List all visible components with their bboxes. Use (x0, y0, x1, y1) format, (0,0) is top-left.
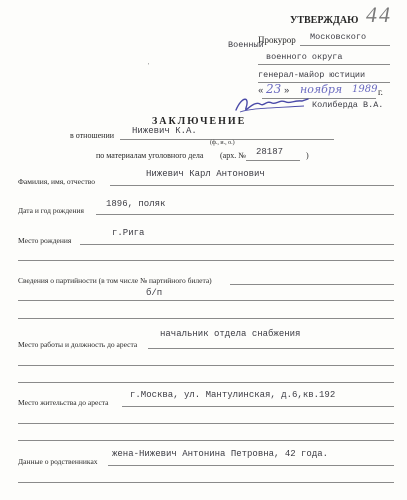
approval-line-1: Московского (310, 32, 367, 42)
approval-date-quote-open: « (258, 86, 264, 96)
approval-prefix: Военный (228, 40, 264, 50)
field-value-work: начальник отдела снабжения (160, 329, 301, 339)
approval-date-day: 23 (266, 82, 282, 96)
field-label-residence: Место жительства до ареста (18, 398, 109, 407)
field-value-birth: 1896, поляк (106, 199, 166, 209)
field-label-fio: Фамилия, имя, отчество (18, 177, 95, 186)
field-value-fio: Нижевич Карл Антонович (146, 169, 265, 179)
case-arch-close: ) (306, 151, 309, 160)
case-arch-value: 28187 (256, 147, 284, 157)
field-label-party: Сведения о партийности (в том числе № партийного билета) (18, 276, 212, 285)
approval-date-year: 1989 (352, 84, 378, 95)
field-label-birth: Дата и год рождения (18, 206, 84, 215)
field-label-place: Место рождения (18, 236, 72, 245)
case-arch-label: (арх. № (220, 151, 246, 160)
subject-hint: (ф., и., о.) (210, 140, 235, 146)
field-value-party: б/п (146, 288, 163, 298)
document-title: ЗАКЛЮЧЕНИЕ (152, 116, 247, 127)
subject-label: в отношении (70, 131, 115, 140)
field-value-relatives: жена-Нижевич Антонина Петровна, 42 года. (112, 449, 329, 459)
approval-date-suffix: г. (378, 87, 383, 97)
page-number: 44 (366, 2, 392, 27)
subject-value: Нижевич К.А. (132, 126, 197, 136)
case-label: по материалам уголовного дела (96, 151, 204, 160)
prosecutor-signature (232, 94, 312, 116)
approval-heading: УТВЕРЖДАЮ (290, 15, 359, 26)
margin-mark: ' (148, 62, 150, 70)
approval-line-3: генерал-майор юстиции (258, 70, 366, 80)
field-value-residence: г.Москва, ул. Мантулинская, д.6,кв.192 (130, 390, 336, 400)
field-value-place: г.Рига (112, 228, 145, 238)
approval-name: Колиберда В.А. (312, 100, 384, 110)
field-label-work: Место работы и должность до ареста (18, 340, 138, 349)
approval-date-month: ноября (300, 83, 343, 96)
prosecutor-label: Прокурор (258, 35, 296, 45)
approval-line-2: военного округа (266, 52, 343, 62)
approval-date-quote-close: » (284, 86, 290, 96)
field-label-relatives: Данные о родственниках (18, 457, 98, 466)
